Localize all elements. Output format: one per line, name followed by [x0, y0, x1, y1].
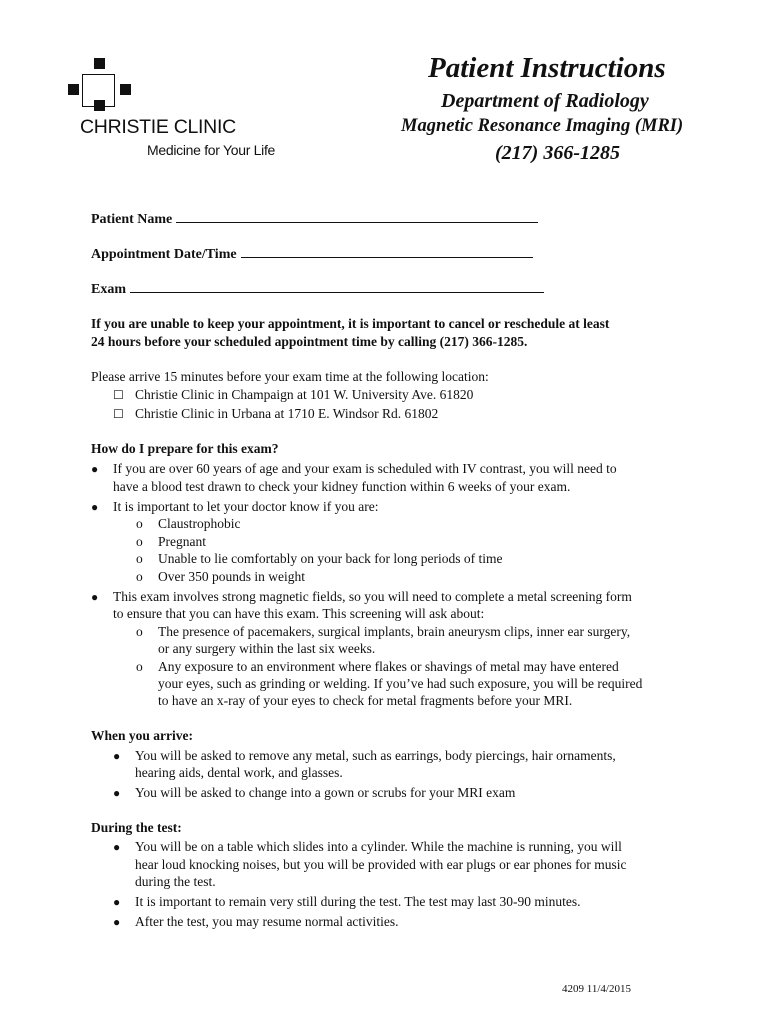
- service-title: Magnetic Resonance Imaging (MRI): [401, 116, 684, 136]
- bullet-icon: ●: [91, 590, 99, 604]
- location-urbana: Christie Clinic in Urbana at 1710 E. Windsor Rd. 61802: [135, 406, 439, 421]
- sub-bullet-icon: o: [136, 551, 143, 566]
- arrive-intro: Please arrive 15 minutes before your exam time at the following location:: [91, 369, 489, 384]
- condition-claustrophobic: Claustrophobic: [158, 516, 241, 531]
- checkbox-icon: ☐: [113, 388, 124, 402]
- prepare-b1-line-1: If you are over 60 years of age and your exam is scheduled with IV contrast, you will need to: [113, 461, 617, 476]
- exam-input-line[interactable]: [130, 280, 544, 293]
- screening-metal-line-3: to have an x-ray of your eyes to check for metal fragments before your MRI.: [158, 693, 573, 708]
- logo-square-top: [94, 58, 105, 69]
- page-title: Patient Instructions: [428, 52, 666, 84]
- condition-weight: Over 350 pounds in weight: [158, 569, 305, 584]
- during-b2: It is important to remain very still during the test. The test may last 30-90 minutes.: [135, 894, 581, 909]
- bullet-icon: ●: [113, 749, 121, 763]
- prepare-b3-line-2: to ensure that you can have this exam. This screening will ask about:: [113, 606, 485, 621]
- patient-name-field: [91, 210, 538, 228]
- bullet-icon: ●: [113, 895, 121, 909]
- prepare-heading: How do I prepare for this exam?: [91, 441, 279, 456]
- brand-name: CHRISTIE CLINIC: [80, 116, 236, 138]
- checkbox-icon: ☐: [113, 407, 124, 421]
- form-code-footer: 4209 11/4/2015: [562, 983, 631, 995]
- bullet-icon: ●: [91, 462, 99, 476]
- screening-implants-line-1: The presence of pacemakers, surgical implants, brain aneurysm clips, inner ear surgery,: [158, 624, 631, 639]
- prepare-b1-line-2: have a blood test drawn to check your kidney function within 6 weeks of your exam.: [113, 479, 571, 494]
- bullet-icon: ●: [113, 840, 121, 854]
- logo-square-left: [68, 84, 79, 95]
- during-b1-line-2: hear loud knocking noises, but you will be provided with ear plugs or ear phones for music: [135, 857, 627, 872]
- sub-bullet-icon: o: [136, 659, 143, 674]
- condition-pregnant: Pregnant: [158, 534, 206, 549]
- appointment-field: [91, 245, 533, 263]
- prepare-b3-line-1: This exam involves strong magnetic fields, so you will need to complete a metal screening form: [113, 589, 632, 604]
- notice-line-1: If you are unable to keep your appointment, it is important to cancel or reschedule at least: [91, 316, 610, 331]
- during-b1-line-3: during the test.: [135, 874, 216, 889]
- appointment-label: Appointment Date/Time: [91, 247, 237, 262]
- screening-metal-line-2: your eyes, such as grinding or welding. If you’ve had such exposure, you will be required: [158, 676, 643, 691]
- logo-frame: [82, 74, 115, 107]
- bullet-icon: ●: [113, 915, 121, 929]
- phone-number: (217) 366-1285: [495, 142, 620, 164]
- department-title: Department of Radiology: [441, 90, 649, 112]
- sub-bullet-icon: o: [136, 624, 143, 639]
- screening-metal-line-1: Any exposure to an environment where flakes or shavings of metal may have entered: [158, 659, 619, 674]
- brand-tagline: Medicine for Your Life: [147, 142, 276, 158]
- prepare-b2: It is important to let your doctor know if you are:: [113, 499, 379, 514]
- arrival-b1-line-2: hearing aids, dental work, and glasses.: [135, 765, 343, 780]
- location-champaign: Christie Clinic in Champaign at 101 W. University Ave. 61820: [135, 387, 474, 402]
- arrival-b1-line-1: You will be asked to remove any metal, such as earrings, body piercings, hair ornaments,: [135, 748, 616, 763]
- during-b3: After the test, you may resume normal activities.: [135, 914, 399, 929]
- notice-line-2: 24 hours before your scheduled appointment time by calling (217) 366-1285.: [91, 334, 528, 349]
- appointment-input-line[interactable]: [241, 245, 533, 258]
- during-b1-line-1: You will be on a table which slides into a cylinder. While the machine is running, you will: [135, 839, 622, 854]
- arrival-b2: You will be asked to change into a gown or scrubs for your MRI exam: [135, 785, 516, 800]
- sub-bullet-icon: o: [136, 534, 143, 549]
- condition-lie-back: Unable to lie comfortably on your back for long periods of time: [158, 551, 503, 566]
- arrival-heading: When you arrive:: [91, 728, 193, 743]
- sub-bullet-icon: o: [136, 569, 143, 584]
- logo-square-right: [120, 84, 131, 95]
- bullet-icon: ●: [91, 500, 99, 514]
- during-heading: During the test:: [91, 820, 182, 835]
- exam-field: [91, 280, 544, 298]
- exam-label: Exam: [91, 282, 126, 297]
- patient-name-label: Patient Name: [91, 212, 173, 227]
- bullet-icon: ●: [113, 786, 121, 800]
- screening-implants-line-2: or any surgery within the last six weeks.: [158, 641, 376, 656]
- patient-name-input-line[interactable]: [176, 210, 538, 223]
- sub-bullet-icon: o: [136, 516, 143, 531]
